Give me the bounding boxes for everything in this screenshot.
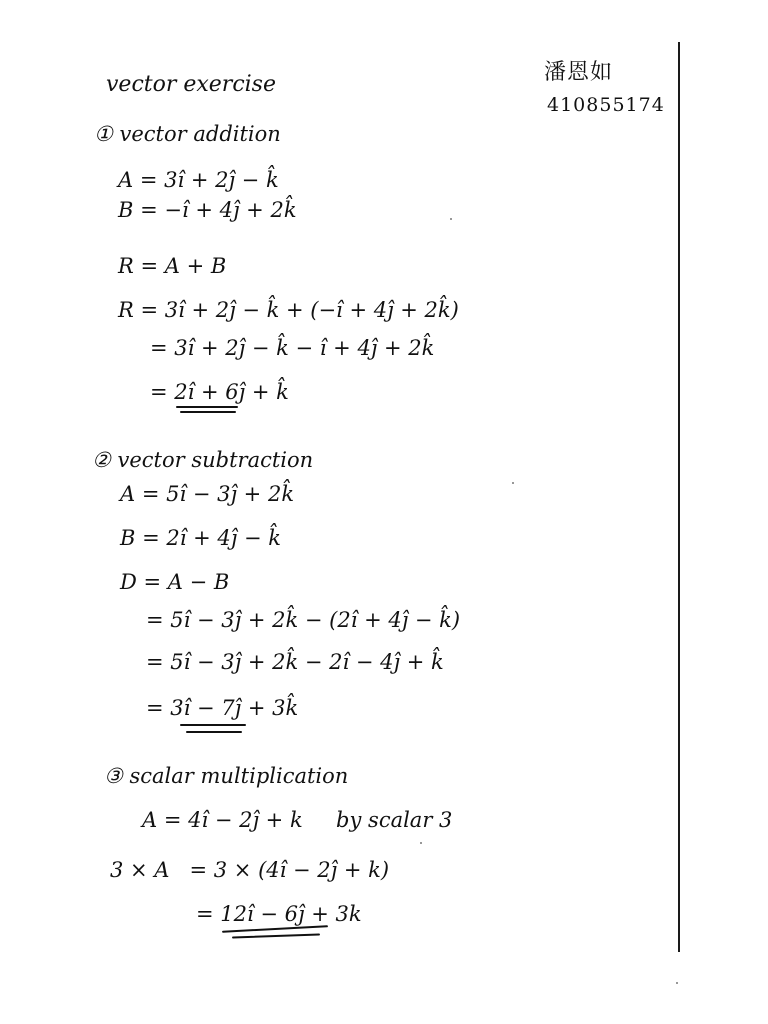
equation-line: R = A + B <box>118 254 227 278</box>
paper-speck <box>676 982 678 984</box>
result-underline <box>176 406 238 408</box>
result-underline <box>222 925 328 933</box>
result-line: = 12î − 6ĵ + 3k <box>196 902 362 926</box>
equation-line: 3 × A = 3 × (4î − 2ĵ + k) <box>110 858 390 882</box>
student-name: 潘恩如 <box>544 60 614 85</box>
student-id: 410855174 <box>547 94 665 116</box>
result-line: = 3î − 7ĵ + 3k̂ <box>146 696 299 720</box>
section-heading-subtraction: ② vector subtraction <box>92 448 314 472</box>
equation-line: = 3î + 2ĵ − k̂ − î + 4ĵ + 2k̂ <box>150 336 435 360</box>
equation-line: R = 3î + 2ĵ − k̂ + (−î + 4ĵ + 2k̂) <box>118 298 459 322</box>
equation-line: = 5î − 3ĵ + 2k̂ − 2î − 4ĵ + k̂ <box>146 650 444 674</box>
equation-line: D = A − B <box>120 570 230 594</box>
paper-speck <box>420 842 422 844</box>
paper-speck <box>512 482 514 484</box>
equation-line: A = 3î + 2ĵ − k̂ <box>118 168 279 192</box>
result-underline <box>232 933 320 938</box>
equation-line: A = 4î − 2ĵ + k by scalar 3 <box>142 808 453 832</box>
paper-speck <box>450 218 452 220</box>
equation-line: = 5î − 3ĵ + 2k̂ − (2î + 4ĵ − k̂) <box>146 608 461 632</box>
result-line: = 2î + 6ĵ + k̂ <box>150 380 289 404</box>
section-heading-addition: ① vector addition <box>94 122 281 146</box>
equation-line: B = 2î + 4ĵ − k̂ <box>120 526 281 550</box>
result-underline <box>186 731 242 733</box>
result-underline <box>180 724 246 726</box>
page-margin-line <box>678 42 680 952</box>
equation-line: A = 5î − 3ĵ + 2k̂ <box>120 482 295 506</box>
page-title: vector exercise <box>106 72 276 97</box>
section-heading-scalar-multiplication: ③ scalar multiplication <box>104 764 349 788</box>
result-underline <box>180 411 236 413</box>
equation-line: B = −î + 4ĵ + 2k̂ <box>118 198 297 222</box>
